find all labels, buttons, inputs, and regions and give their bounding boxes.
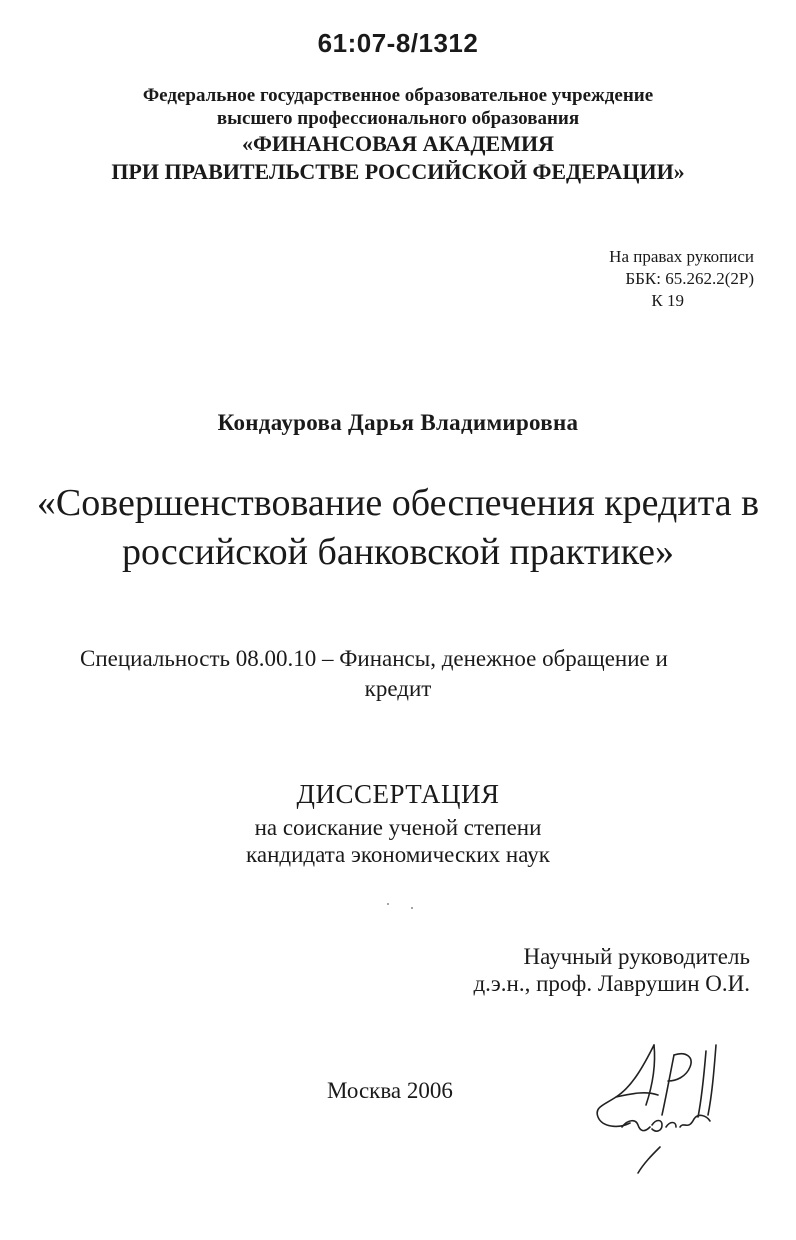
author-index: К 19 bbox=[651, 291, 684, 310]
institution-name-line-1: «ФИНАНСОВАЯ АКАДЕМИЯ bbox=[242, 131, 554, 156]
manuscript-rights: На правах рукописи bbox=[609, 247, 754, 266]
institution-name-line-2: ПРИ ПРАВИТЕЛЬСТВЕ РОССИЙСКОЙ ФЕДЕРАЦИИ» bbox=[111, 159, 685, 184]
advisor-role: Научный руководитель bbox=[523, 944, 750, 969]
bbk-code: ББК: 65.262.2(2Р) bbox=[625, 269, 754, 288]
document-type: ДИССЕРТАЦИЯ bbox=[296, 779, 500, 809]
institution-level: высшего профессионального образования bbox=[216, 108, 580, 129]
advisor-name: д.э.н., проф. Лаврушин О.И. bbox=[473, 971, 750, 996]
thesis-title-line-2: российской банковской практике» bbox=[121, 531, 675, 573]
city-year: Москва 2006 bbox=[327, 1078, 453, 1103]
catalog-number: 61:07-8/1312 bbox=[317, 28, 479, 58]
author-name: Кондаурова Дарья Владимировна bbox=[217, 410, 579, 435]
scan-speck bbox=[387, 903, 389, 905]
degree-line-2: кандидата экономических наук bbox=[246, 842, 550, 867]
institution-type: Федеральное государственное образовательное учреждение bbox=[142, 85, 654, 106]
specialty-line-2: кредит bbox=[364, 676, 432, 701]
specialty-line-1: Специальность 08.00.10 – Финансы, денежное обращение и bbox=[80, 646, 668, 671]
scan-speck bbox=[411, 907, 413, 909]
signature-icon bbox=[586, 1035, 736, 1175]
thesis-title-line-1: «Совершенствование обеспечения кредита в bbox=[36, 482, 760, 524]
degree-line-1: на соискание ученой степени bbox=[254, 815, 542, 840]
manuscript-rights-block bbox=[609, 246, 754, 312]
